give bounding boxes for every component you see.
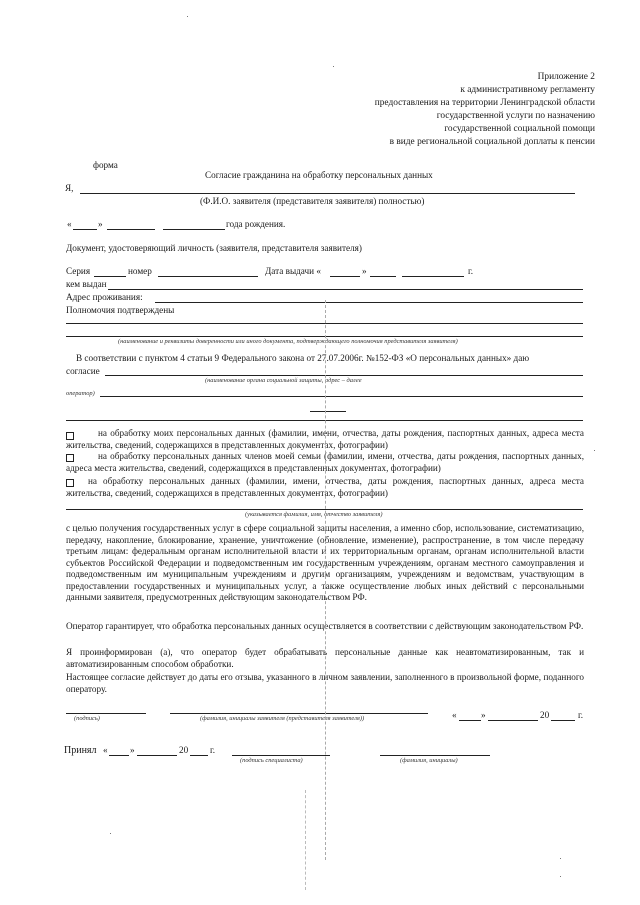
scan-fold-line-lower [305, 790, 306, 890]
birth-day-field[interactable] [73, 229, 97, 230]
accepted-label: Принял [64, 745, 97, 756]
specialist-signature-field[interactable] [232, 755, 330, 756]
accepted-date-open: « [103, 745, 108, 755]
scan-speck [110, 833, 111, 834]
birth-month-field[interactable] [107, 229, 155, 230]
birth-quote-open: « [67, 219, 72, 229]
specialist-fio-caption: (фамилия, инициалы) [400, 757, 458, 764]
issue-year-suffix: г. [468, 266, 474, 276]
signature-date-open: « [452, 710, 457, 720]
nomer-field[interactable] [158, 276, 258, 277]
birth-quote-close: » [98, 219, 103, 229]
accepted-date-close: » [130, 745, 135, 755]
operator-label: оператор) [66, 390, 95, 397]
signature-caption: (подпись) [74, 715, 100, 722]
birth-year-field[interactable] [163, 229, 225, 230]
signature-year-suffix: г. [578, 710, 584, 720]
header-line-5: государственной социальной помощи [444, 124, 595, 134]
seria-label: Серия [66, 266, 91, 276]
signature-fio-caption: (фамилия, инициалы заявителя (представителя заявителя)) [200, 715, 365, 722]
header-line-3: предоставления на территории Ленинградской области [374, 98, 595, 108]
scan-fold-line [325, 300, 326, 860]
option-family-data: на обработку персональных данных членов моей семьи (фамилии, имени, отчества, даты рождения, паспортных данных, адреса места жительства, сведений, содержащихся в представленных документах, фотографии) [66, 451, 584, 473]
signature-fio-field[interactable] [170, 713, 428, 714]
header-line-6: в виде региональной социальной доплаты к пенсии [389, 137, 595, 147]
ya-label: Я, [65, 183, 74, 193]
issue-month-field[interactable] [370, 276, 396, 277]
validity-text: Настоящее согласие действует до даты его отзыва, указанного в личном заявлении, заполненного в произвольной форме, поданного оператору. [66, 672, 584, 694]
organ-field[interactable] [105, 375, 583, 376]
signature-day-field[interactable] [459, 720, 481, 721]
operator-field[interactable] [100, 396, 583, 397]
scan-speck [594, 450, 595, 451]
signature-year-field[interactable] [551, 720, 575, 721]
issued-by-label: кем выдан [66, 279, 107, 289]
identity-document-heading: Документ, удостоверяющий личность (заявителя, представителя заявителя) [66, 243, 362, 253]
option-applicant-data: на обработку персональных данных (фамилии, имени, отчества, даты рождения, паспортных данных, адреса места жительства, сведений, содержащихся в представленных документах, фотографии) [66, 476, 584, 498]
guarantee-text: Оператор гарантирует, что обработка персональных данных осуществляется в соответствии с действующим законодательством РФ. [66, 621, 584, 631]
nomer-label: номер [128, 266, 152, 276]
purpose-text: с целью получения государственных услуг в сфере социальной защиты населения, а именно сбор, использование, систематизацию, передачу, накопление, блокирование, хранение, уничтожение (обновление, изменение), распространение, в том числе передачу третьим лицам: федеральным органам исполнительной власти и их территориальным органам, органам исполнительной власти субъектов Российской Федерации и подведомственным им государственным учреждениям, органам местного самоуправления и подведомственным им муниципальным учреждениям и другим организациям, учреждениям и ведомствам, участвующим в предоставлении государственных и муниципальных услуг, а также осуществление любых иных действий с персональными данными заявителя, предусмотренных действующим законодательством РФ. [66, 523, 584, 602]
powers-caption: (наименование и реквизиты доверенности или иного документа, подтверждающего полномочия представителя заявителя) [118, 338, 458, 345]
issue-day-field[interactable] [330, 276, 360, 277]
form-label: форма [93, 160, 118, 170]
issue-year-field[interactable] [402, 276, 464, 277]
accepted-day-field[interactable] [109, 755, 129, 756]
option-own-data: на обработку моих персональных данных (фамилии, имени, отчества, даты рождения, паспортных данных, адреса места жительства, сведений, содержащихся в представленных документах, фотографии) [66, 428, 584, 450]
address-label: Адрес проживания: [66, 292, 143, 302]
signature-field[interactable] [66, 713, 146, 714]
issue-quote-close: » [362, 266, 367, 276]
accepted-year-field[interactable] [190, 755, 208, 756]
seria-field[interactable] [94, 276, 126, 277]
signature-month-field[interactable] [488, 720, 538, 721]
scan-speck [560, 858, 561, 859]
issue-date-label: Дата выдачи « [265, 266, 321, 276]
powers-label: Полномочия подтверждены [66, 305, 175, 315]
header-line-4: государственной услуги по назначению [436, 111, 595, 121]
specialist-fio-field[interactable] [380, 755, 490, 756]
signature-year: 20 [540, 710, 550, 720]
accepted-month-field[interactable] [137, 755, 177, 756]
birth-label: года рождения. [226, 219, 286, 229]
fio-caption: (Ф.И.О. заявителя (представителя заявителя) полностью) [200, 196, 425, 206]
header-line-2: к административному регламенту [460, 85, 595, 95]
fio-indicate-caption: (указывается фамилия, имя, отчество заявителя) [245, 511, 383, 518]
soglasie-label: согласие [66, 366, 100, 376]
accepted-year: 20 [179, 745, 189, 755]
specialist-signature-caption: (подпись специалиста) [240, 757, 303, 764]
name-field[interactable] [80, 193, 575, 194]
scan-speck [560, 876, 561, 877]
accepted-year-suffix: г. [210, 745, 216, 755]
scan-speck [333, 66, 334, 67]
header-line-1: Приложение 2 [537, 72, 595, 82]
consent-intro: В соответствии с пунктом 4 статьи 9 Федерального закона от 27.07.2006г. №152-ФЗ «О персональных данных» даю [76, 353, 530, 363]
informed-text: Я проинформирован (а), что оператор будет обрабатывать персональные данные как неавтоматизированным, так и автоматизированным способом обработки. [66, 647, 584, 669]
operator-field-stub [310, 411, 346, 412]
scan-speck [187, 16, 188, 17]
issued-by-field[interactable] [108, 289, 583, 290]
address-field[interactable] [155, 302, 583, 303]
document-title: Согласие гражданина на обработку персональных данных [205, 170, 433, 180]
signature-date-close: » [481, 710, 486, 720]
organ-caption: (наименование органа социальной защиты, адрес – далее [205, 377, 362, 384]
